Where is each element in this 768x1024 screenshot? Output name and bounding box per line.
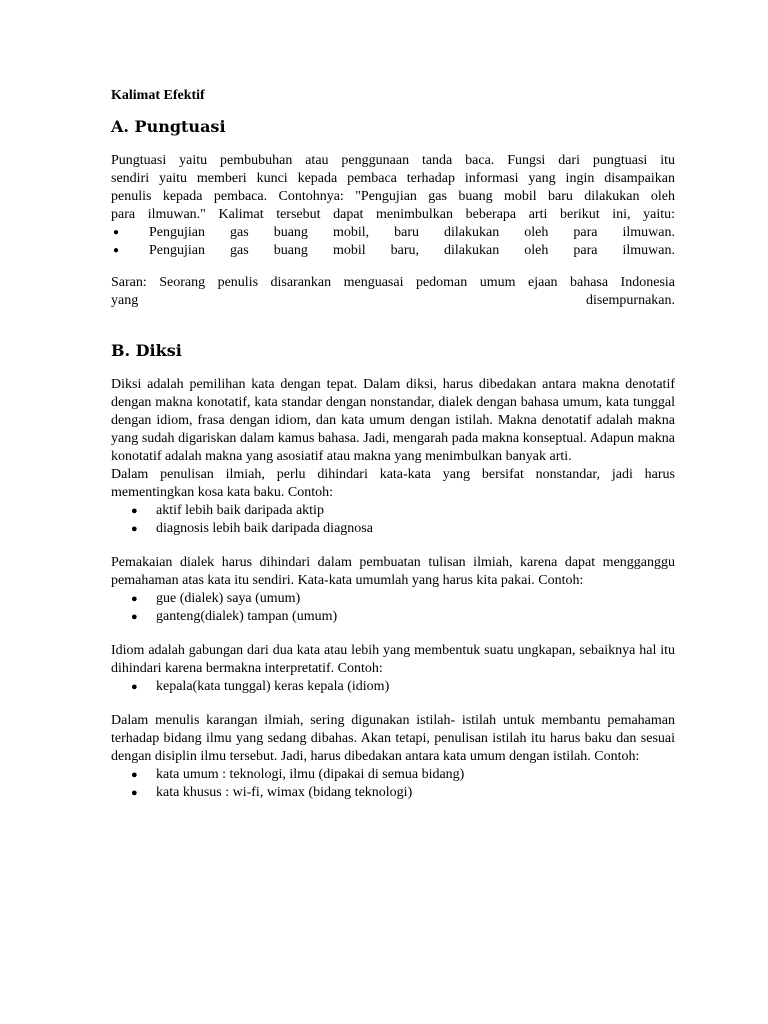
pungtuasi-examples: [111, 224, 675, 260]
bullet-icon: ●: [131, 523, 138, 535]
dialek-examples: [111, 590, 675, 626]
document-title: Kalimat Efektif: [111, 88, 205, 103]
diksi-paragraph: Pemakaian dialek harus dihindari dalam pembuatan tulisan ilmiah, karena dapat mengganggu pemahaman atas kata itu sendiri. Kata-kata umumlah yang harus kita pakai. Contoh:: [111, 555, 675, 588]
section-heading-pungtuasi: A. Pungtuasi: [111, 117, 226, 136]
intro-line: sendiri yaitu memberi kunci kepada pembaca terhadap informasi yang ingin disampaikan: [111, 171, 675, 186]
bullet-icon: ●: [113, 227, 120, 238]
pungtuasi-intro: [111, 152, 675, 224]
list-item: ● aktif lebih baik daripada aktip: [131, 503, 324, 518]
list-item: ● gue (dialek) saya (umum): [131, 591, 301, 606]
bullet-icon: ●: [131, 593, 138, 605]
diksi-paragraph: Diksi adalah pemilihan kata dengan tepat. Dalam diksi, harus dibedakan antara makna denotatif dengan makna konotatif, kata standar dengan nonstandar, dialek dengan bahasa umum, kata tunggal dengan idiom, frasa dengan idiom, dan kata umum dengan istilah. Makna denotatif adalah makna yang sudah digariskan dalam kamus bahasa. Jadi, mengarah pada makna konseptual. Adapun makna konotatif adalah makna yang asosiatif atau makna yang menimbulkan banyak arti.: [111, 377, 675, 464]
bullet-icon: ●: [131, 681, 138, 693]
section-heading-diksi: B. Diksi: [111, 341, 182, 360]
idiom-examples: [111, 678, 675, 696]
bullet-icon: ●: [113, 245, 120, 256]
intro-line: Pungtuasi yaitu pembubuhan atau penggunaan tanda baca. Fungsi dari pungtuasi itu: [111, 153, 675, 168]
saran-line: yang disempurnakan.: [111, 293, 675, 308]
istilah-examples: [111, 766, 675, 802]
list-item: ● ganteng(dialek) tampan (umum): [131, 609, 338, 624]
intro-line: penulis kepada pembaca. Contohnya: "Pengujian gas buang mobil baru dilakukan oleh: [111, 189, 675, 204]
saran-paragraph: [111, 274, 675, 310]
list-item: ● kata khusus : wi-fi, wimax (bidang teknologi): [131, 785, 413, 800]
bullet-icon: ●: [131, 611, 138, 623]
list-item: ● kata umum : teknologi, ilmu (dipakai di semua bidang): [131, 767, 465, 782]
diksi-paragraph: Dalam penulisan ilmiah, perlu dihindari kata-kata yang bersifat nonstandar, jadi harus mementingkan kosa kata baku. Contoh:: [111, 467, 675, 500]
baku-examples: [111, 502, 675, 538]
list-item: ● kepala(kata tunggal) keras kepala (idiom): [131, 679, 390, 694]
list-item: ● Pengujian gas buang mobil, baru dilakukan oleh para ilmuwan.: [113, 225, 675, 240]
list-item: ● Pengujian gas buang mobil baru, dilakukan oleh para ilmuwan.: [113, 243, 675, 258]
diksi-paragraph: Idiom adalah gabungan dari dua kata atau lebih yang membentuk suatu ungkapan, sebaiknya hal itu dihindari karena bermakna interpretatif. Contoh:: [111, 643, 675, 676]
bullet-icon: ●: [131, 787, 138, 799]
diksi-paragraph: Dalam menulis karangan ilmiah, sering digunakan istilah- istilah untuk membantu pemahaman terhadap bidang ilmu yang sedang dibahas. Akan tetapi, penulisan istilah itu harus baku dan sesuai dengan disiplin ilmu tersebut. Jadi, harus dibedakan antara kata umum dengan istilah. Contoh:: [111, 713, 675, 764]
saran-line: Saran: Seorang penulis disarankan menguasai pedoman umum ejaan bahasa Indonesia: [111, 275, 675, 290]
intro-line: para ilmuwan." Kalimat tersebut dapat menimbulkan beberapa arti berikut ini, yaitu:: [111, 207, 675, 222]
document-body: [111, 87, 675, 802]
list-item: ● diagnosis lebih baik daripada diagnosa: [131, 521, 373, 536]
bullet-icon: ●: [131, 505, 138, 517]
bullet-icon: ●: [131, 769, 138, 781]
